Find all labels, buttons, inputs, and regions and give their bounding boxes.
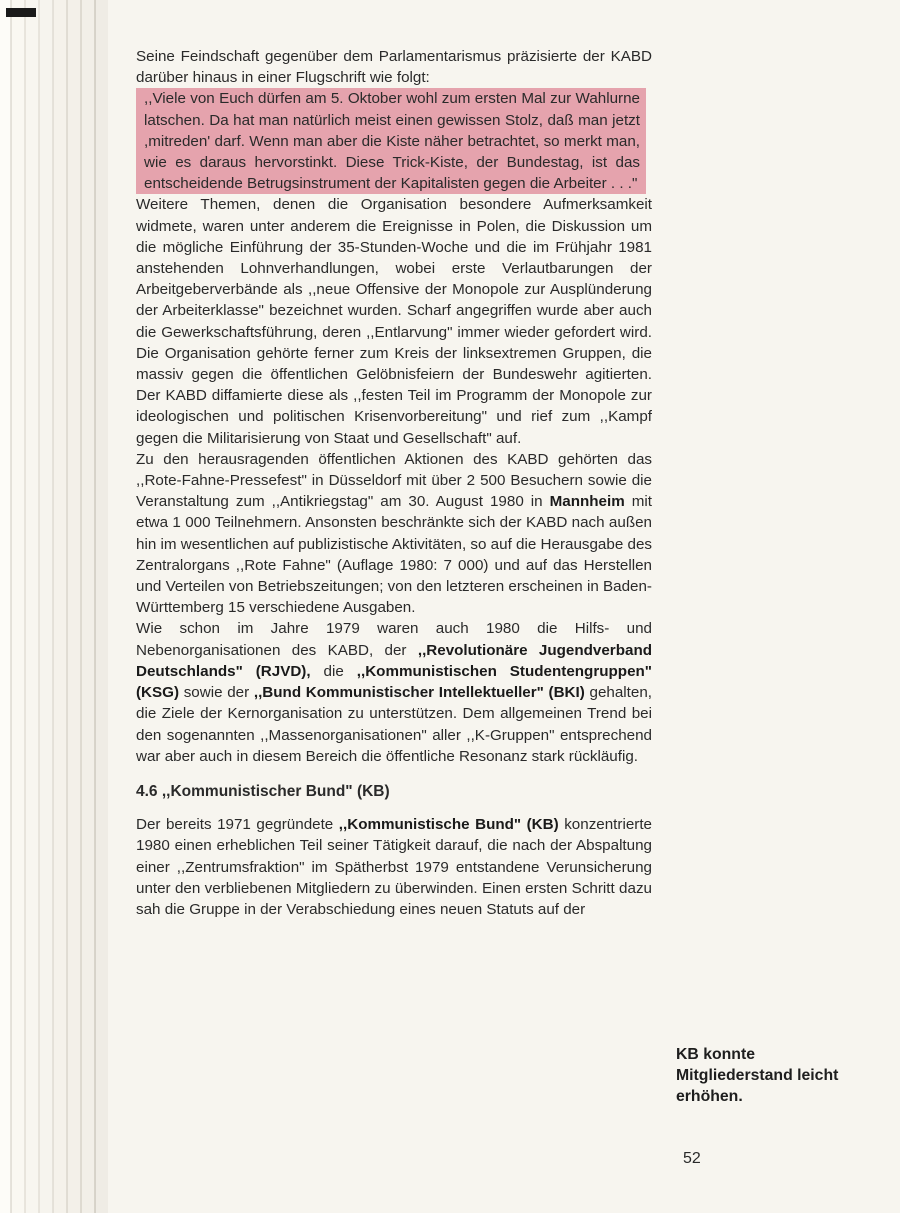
- bold-ksg: ,,Kommunistischen Studentengruppen" (KSG): [136, 662, 652, 702]
- highlighted-quote: ,,Viele von Euch dürfen am 5. Oktober wohl zum ersten Mal zur Wahlurne latschen. Da hat man natürlich meist einen gewissen Stolz, daß man jetzt ,mitreden' darf. Wenn man aber die Kiste näher betrachtet, so merkt man, wie es daraus hervorstinkt. Diese Trick-Kiste, der Bundestag, ist das entscheidende Betrugsinstrument der Kapitalisten gegen die Arbeiter . . .": [136, 88, 646, 194]
- bold-kb: ,,Kommunistische Bund" (KB): [338, 816, 559, 834]
- paragraph-kb: [136, 814, 652, 920]
- paragraph-organisations-text-c: die: [310, 662, 357, 680]
- paragraph-organisations: [136, 618, 652, 766]
- bold-bki: ,,Bund Kommunistischer Intellektueller" (BKI): [253, 684, 585, 702]
- page-tab-marker: [6, 8, 36, 17]
- paragraph-organisations-text-e: sowie der: [179, 684, 254, 702]
- paragraph-kb-text-a: Der bereits 1971 gegründete: [136, 816, 339, 834]
- paragraph-kb-text-c: konzentrierte 1980 einen erheblichen Teil seiner Tätigkeit darauf, die nach der Abspaltung einer ,,Zentrumsfraktion" im Spätherbst 1979 entstandene Verunsicherung unter den verbliebenen Mitgliedern zu überwinden. Einen ersten Schritt dazu sah die Gruppe in der Verabschiedung eines neuen Statuts auf der: [136, 816, 653, 918]
- paragraph-actions-text-c: mit etwa 1 000 Teilnehmern. Ansonsten beschränkte sich der KABD nach außen hin im wesentlichen auf publizistische Aktivitäten, so auf die Herausgabe des Zentralorgans ,,Rote Fahne" (Auflage 1980: 7 000) und auf das Herstellen und Verteilen von Betriebszeitungen; von den letzteren erscheinen in Baden-Württemberg 15 verschiedene Ausgaben.: [136, 493, 652, 617]
- paragraph-organisations-text-g: gehalten, die Ziele der Kernorganisation zu unterstützen. Dem allgemeinen Trend bei den sogenannten ,,Massenorganisationen" aller ,,K-Gruppen" entsprechend war aber auch in diesem Bereich die öffentliche Resonanz stark rückläufig.: [136, 684, 652, 765]
- bold-rjvd: ,,Revolutionäre Jugendverband Deutschlands" (RJVD),: [136, 641, 652, 680]
- main-text-column: [136, 46, 652, 920]
- intro-paragraph: Seine Feindschaft gegenüber dem Parlamentarismus präzisierte der KABD darüber hinaus in einer Flugschrift wie folgt:: [136, 48, 652, 87]
- bold-mannheim: Mannheim: [549, 493, 625, 511]
- margin-note: KB konnte Mitgliederstand leicht erhöhen.: [676, 1046, 839, 1105]
- paragraph-actions: [136, 449, 652, 619]
- paragraph-organisations-text-a: Wie schon im Jahre 1979 waren auch 1980 die Hilfs- und Nebenorganisationen des KABD, der: [136, 620, 652, 659]
- paragraph-themes: Weitere Themen, denen die Organisation besondere Aufmerksamkeit widmete, waren unter anderem die Ereignisse in Polen, die Diskussion um die mögliche Einführung der 35-Stunden-Woche und die im Frühjahr 1981 anstehenden Lohnverhandlungen, wobei erste Verlautbarungen der Arbeitgeberverbände als ,,neue Offensive der Monopole zur Ausplünderung der Arbeiterklasse" bezeichnet wurden. Scharf angegriffen wurde aber auch die Gewerkschaftsführung, deren ,,Entlarvung" immer wieder gefordert wird. Die Organisation gehörte ferner zum Kreis der linksextremen Gruppen, die massiv gegen die öffentlichen Gelöbnisfeiern der Bundeswehr agitierten. Der KABD diffamierte diese als ,,festen Teil im Programm der Monopole zur ideologischen und politischen Krisenvorbereitung" und rief zum ,,Kampf gegen die Militarisierung von Staat und Gesellschaft" auf.: [136, 196, 652, 447]
- section-heading: 4.6 ,,Kommunistischer Bund" (KB): [136, 782, 390, 800]
- page-number: 52: [683, 1150, 701, 1167]
- paragraph-actions-text-a: Zu den herausragenden öffentlichen Aktionen des KABD gehörten das ,,Rote-Fahne-Pressefest" in Düsseldorf mit über 2 500 Besuchern sowie die Veranstaltung zum ,,Antikriegstag" am 30. August 1980 in: [136, 450, 652, 511]
- stacked-page-edges: [0, 0, 108, 1213]
